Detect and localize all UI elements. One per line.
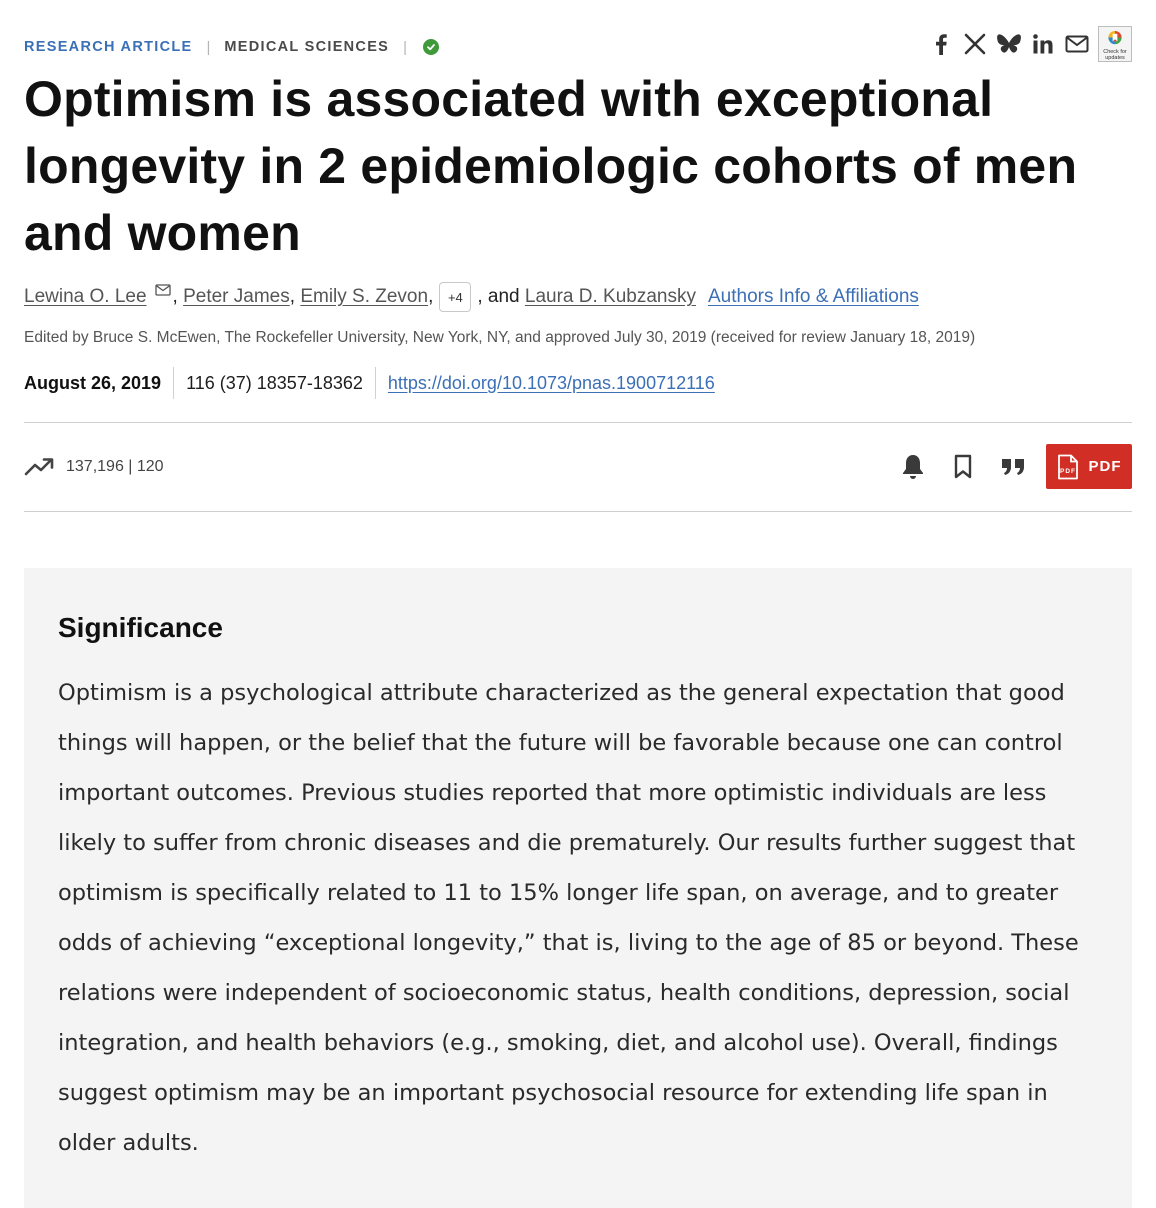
crossmark-icon — [1107, 30, 1123, 47]
trending-up-icon — [24, 457, 56, 477]
check-for-updates-badge[interactable] — [1098, 26, 1132, 62]
divider — [173, 367, 174, 399]
x-icon[interactable] — [958, 27, 992, 61]
citation-text: 116 (37) 18357-18362 — [186, 372, 363, 393]
category-medical-sciences[interactable]: MEDICAL SCIENCES — [224, 39, 390, 55]
author-list — [24, 282, 919, 312]
linkedin-icon[interactable] — [1026, 27, 1060, 61]
doi-link[interactable]: https://doi.org/10.1073/pnas.1900712116 — [387, 372, 715, 393]
quote-icon — [1001, 458, 1025, 476]
author-link[interactable]: Emily S. Zevon — [300, 286, 429, 307]
editor-line: Edited by Bruce S. McEwen, The Rockefeller University, New York, NY, and approved July 30, 2019 (received for review January 18, 2019) — [24, 329, 976, 346]
pdf-download-button[interactable] — [1046, 444, 1132, 489]
significance-panel — [24, 568, 1132, 1208]
alert-bell-button[interactable] — [888, 445, 938, 489]
article-title: Optimism is associated with exceptional longevity in 2 epidemiologic cohorts of men and women — [24, 71, 1078, 261]
author-separator: , — [289, 286, 301, 307]
significance-body: Optimism is a psychological attribute characterized as the general expectation that good things will happen, or the belief that the future will be favorable because one can control important outcomes. Previous studies reported that more optimistic individuals are less likely to suffer from chronic diseases and die prematurely. Our results further suggest that optimism is specifically related to 11 to 15% longer life span, on average, and to greater odds of achieving “exceptional longevity,” that is, living to the age of 85 or beyond. These relations were independent of socioeconomic status, health conditions, depression, social integration, and health behaviors (e.g., smoking, diet, and alcohol use). Overall, findings suggest optimism may be an important psychosocial resource for extending life span in older adults. — [58, 680, 1079, 1156]
author-separator: , — [428, 286, 434, 307]
bluesky-icon[interactable] — [992, 27, 1026, 61]
publication-date: August 26, 2019 — [24, 372, 162, 393]
author-link[interactable]: Peter James — [183, 286, 290, 307]
divider — [24, 511, 1132, 512]
pdf-file-icon — [1057, 454, 1079, 480]
category-separator: | — [403, 38, 408, 56]
bookmark-button[interactable] — [938, 445, 988, 489]
author-and-text: , and — [477, 286, 520, 307]
email-icon[interactable] — [1060, 27, 1094, 61]
bookmark-icon — [953, 454, 973, 480]
category-research-article[interactable]: RESEARCH ARTICLE — [24, 39, 193, 55]
category-separator: | — [206, 38, 211, 56]
significance-heading: Significance — [58, 612, 223, 643]
bell-icon — [900, 453, 926, 481]
pdf-button-label: PDF — [1088, 458, 1122, 475]
author-link[interactable]: Laura D. Kubzansky — [524, 286, 696, 307]
author-separator: , — [172, 286, 184, 307]
article-metrics[interactable] — [24, 454, 164, 480]
divider — [24, 422, 1132, 423]
article-tools — [888, 444, 1132, 489]
more-authors-button[interactable]: +4 — [439, 282, 471, 312]
share-toolbar — [924, 26, 1132, 62]
update-badge-label: Check for updates — [1103, 49, 1127, 61]
author-link[interactable]: Lewina O. Lee — [24, 286, 147, 307]
corresponding-author-mail-icon[interactable] — [155, 280, 171, 302]
metrics-counts: 137,196 | 120 — [66, 458, 164, 475]
verified-check-icon — [423, 39, 439, 55]
divider — [375, 367, 376, 399]
cite-button[interactable] — [988, 445, 1038, 489]
facebook-icon[interactable] — [924, 27, 958, 61]
authors-affiliations-link[interactable]: Authors Info & Affiliations — [708, 286, 919, 307]
publication-info — [24, 367, 715, 399]
pdf-icon-text: PDF — [1059, 467, 1076, 475]
